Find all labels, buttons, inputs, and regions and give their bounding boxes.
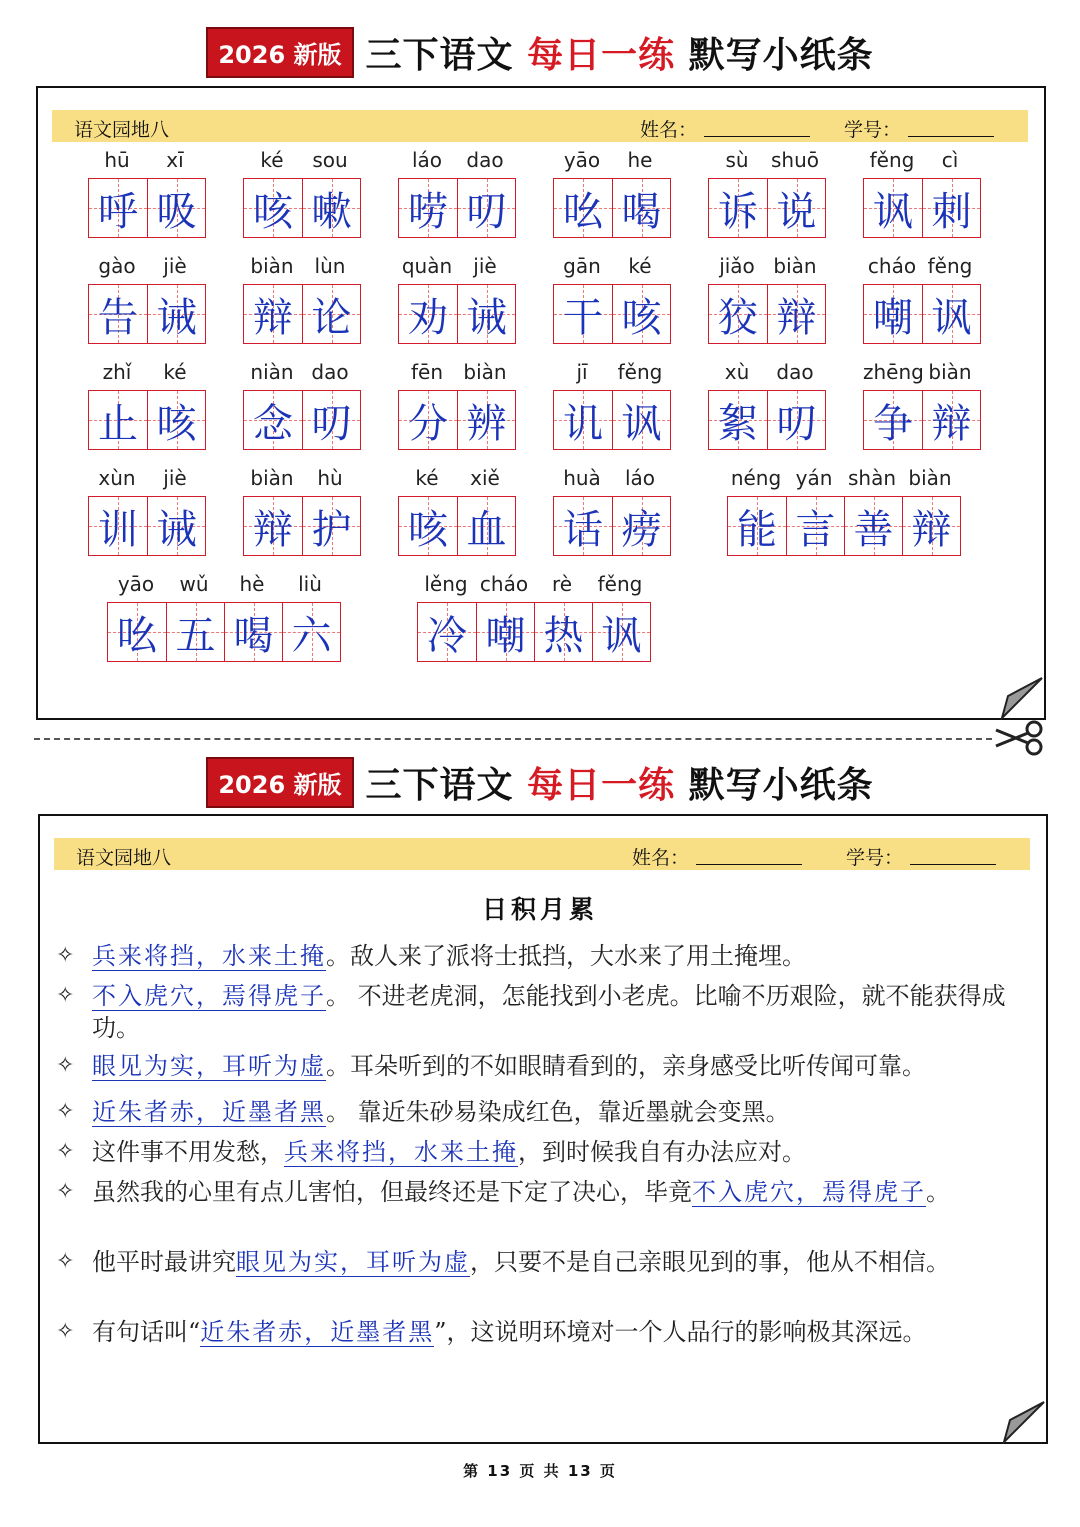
hanzi-char: 咳 xyxy=(621,294,662,341)
page-number: 第 13 页 共 13 页 xyxy=(463,1462,617,1480)
pinyin-label: biàn xyxy=(928,360,972,384)
tianzige-cell xyxy=(457,497,515,555)
page-curl-icon xyxy=(996,676,1046,720)
pinyin-label: xùn xyxy=(98,466,136,490)
pinyin-label: ké xyxy=(628,254,652,278)
pinyin-label: fěng xyxy=(597,572,643,596)
hanzi-char: 诫 xyxy=(156,506,197,553)
hanzi-char: 叨 xyxy=(311,400,352,447)
hanzi-char: 说 xyxy=(776,188,817,235)
idiom-item xyxy=(56,1136,1034,1168)
idiom-item xyxy=(56,1176,1034,1208)
pinyin-label: biàn xyxy=(250,254,294,278)
hanzi-char: 讽 xyxy=(931,294,972,341)
idiom-post-text: ，到时候我自有办法应对。 xyxy=(518,1138,806,1166)
hanzi-char: 狡 xyxy=(718,294,758,341)
info-bar-2 xyxy=(54,838,1030,870)
tianzige-box xyxy=(708,284,826,344)
tianzige-cell xyxy=(282,603,340,661)
hanzi-char: 嘲 xyxy=(873,294,913,341)
pinyin-label: niàn xyxy=(250,360,294,384)
tianzige-box xyxy=(708,178,826,238)
hanzi-char: 热 xyxy=(543,612,584,659)
pinyin-label: wǔ xyxy=(179,572,209,596)
cut-line xyxy=(34,738,992,740)
hanzi-char: 善 xyxy=(853,506,894,553)
pinyin-label: dao xyxy=(776,360,814,384)
idiom-answer: 眼见为实，耳听为虚 xyxy=(92,1052,326,1080)
id-label-2: 学号： xyxy=(846,847,904,869)
tianzige-cell xyxy=(922,285,980,343)
hanzi-char: 辩 xyxy=(911,506,952,553)
idiom-post-text: 。敌人来了派将士抵挡，大水来了用土掩埋。 xyxy=(326,942,806,970)
tianzige-cell xyxy=(89,179,147,237)
tianzige-box xyxy=(398,496,516,556)
hanzi-char: 吆 xyxy=(563,188,603,235)
hanzi-char: 冷 xyxy=(427,612,467,659)
hanzi-char: 分 xyxy=(408,400,448,447)
tianzige-cell xyxy=(244,391,302,449)
pinyin-label: huà xyxy=(563,466,601,490)
hanzi-char: 能 xyxy=(737,506,777,553)
tianzige-cell xyxy=(302,497,360,555)
tianzige-cell xyxy=(554,285,612,343)
idiom-text xyxy=(92,1136,1034,1168)
tianzige-box xyxy=(863,390,981,450)
pinyin-label: jiè xyxy=(163,466,187,490)
idiom-item xyxy=(56,1096,1034,1128)
hanzi-char: 辩 xyxy=(776,294,817,341)
tianzige-cell xyxy=(399,497,457,555)
diamond-bullet-icon: ✧ xyxy=(56,1249,75,1274)
pinyin-label: cì xyxy=(941,148,959,172)
idiom-post-text: 。 xyxy=(926,1178,950,1206)
hanzi-char: 唠 xyxy=(408,188,448,235)
tianzige-cell xyxy=(786,497,844,555)
tianzige-box xyxy=(88,178,206,238)
pinyin-label: jiǎo xyxy=(719,254,755,278)
tianzige-cell xyxy=(709,179,767,237)
tianzige-cell xyxy=(922,179,980,237)
pinyin-label: sou xyxy=(312,148,348,172)
idiom-text xyxy=(92,1050,1034,1082)
diamond-bullet-icon: ✧ xyxy=(56,1139,75,1164)
idiom-item xyxy=(56,980,1034,1044)
pinyin-label: dao xyxy=(311,360,349,384)
hanzi-char: 六 xyxy=(291,612,332,659)
pinyin-label: yāo xyxy=(117,572,155,596)
pinyin-label: quàn xyxy=(401,254,453,278)
pinyin-label: jiè xyxy=(163,254,187,278)
diamond-bullet-icon: ✧ xyxy=(56,1099,75,1124)
hanzi-char: 训 xyxy=(98,506,138,553)
hanzi-char: 吸 xyxy=(156,188,197,235)
idiom-answer: 兵来将挡，水来土掩 xyxy=(284,1138,518,1166)
pinyin-label: láo xyxy=(411,148,443,172)
pinyin-label: ké xyxy=(260,148,284,172)
hanzi-char: 五 xyxy=(175,612,216,659)
hanzi-char: 护 xyxy=(311,506,352,553)
pinyin-label: láo xyxy=(624,466,656,490)
tianzige-box xyxy=(243,284,361,344)
idiom-post-text: ，只要不是自己亲眼见到的事，他从不相信。 xyxy=(470,1248,950,1276)
pinyin-label: he xyxy=(627,148,653,172)
tianzige-cell xyxy=(728,497,786,555)
pinyin-label: cháo xyxy=(479,572,529,596)
idiom-text xyxy=(92,1176,1034,1208)
id-field-2[interactable] xyxy=(910,864,996,865)
name-label: 姓名： xyxy=(640,119,698,141)
tianzige-cell xyxy=(767,285,825,343)
name-field-2[interactable] xyxy=(696,864,802,865)
tianzige-cell xyxy=(244,497,302,555)
pinyin-label: néng xyxy=(730,466,782,490)
hanzi-char: 念 xyxy=(253,400,293,447)
hanzi-char: 咳 xyxy=(408,506,448,553)
pinyin-label: biàn xyxy=(250,466,294,490)
pinyin-label: yāo xyxy=(563,148,601,172)
pinyin-label: shuō xyxy=(770,148,819,172)
tianzige-cell xyxy=(418,603,476,661)
tianzige-cell xyxy=(612,179,670,237)
idiom-item xyxy=(56,1316,1034,1348)
idiom-text xyxy=(92,1316,1034,1348)
tianzige-box xyxy=(243,390,361,450)
idiom-text xyxy=(92,1246,1034,1278)
edition-badge-2: 2026 新版 xyxy=(206,757,353,808)
diamond-bullet-icon: ✧ xyxy=(56,1179,75,1204)
diamond-bullet-icon: ✧ xyxy=(56,943,75,968)
diamond-bullet-icon: ✧ xyxy=(56,983,75,1008)
diamond-bullet-icon: ✧ xyxy=(56,1319,75,1344)
idiom-pre-text: 有句话叫“ xyxy=(92,1318,201,1346)
tianzige-box xyxy=(398,284,516,344)
hanzi-char: 嘲 xyxy=(485,612,526,659)
tianzige-cell xyxy=(922,391,980,449)
tianzige-cell xyxy=(89,285,147,343)
tianzige-cell xyxy=(302,391,360,449)
pinyin-label: zhēng xyxy=(863,360,924,384)
pinyin-label: jiè xyxy=(473,254,497,278)
tianzige-cell xyxy=(902,497,960,555)
idiom-item xyxy=(56,1246,1034,1278)
tianzige-cell xyxy=(844,497,902,555)
hanzi-char: 止 xyxy=(98,400,138,447)
idiom-answer: 不入虎穴，焉得虎子 xyxy=(692,1178,926,1206)
pinyin-label: gān xyxy=(563,254,601,278)
page-title: 三下语文 每日一练 默写小纸条 xyxy=(365,34,874,76)
idiom-text xyxy=(92,1096,1034,1128)
hanzi-char: 痨 xyxy=(621,506,662,553)
tianzige-cell xyxy=(457,391,515,449)
pinyin-label: zhǐ xyxy=(102,360,132,384)
title-banner-bottom xyxy=(0,754,1080,810)
pinyin-label: lùn xyxy=(314,254,346,278)
tianzige-cell xyxy=(709,391,767,449)
tianzige-cell xyxy=(147,497,205,555)
info-bar-1 xyxy=(52,110,1028,142)
hanzi-char: 讽 xyxy=(601,612,642,659)
tianzige-box xyxy=(553,178,671,238)
pinyin-label: xù xyxy=(724,360,750,384)
hanzi-char: 叨 xyxy=(776,400,817,447)
tianzige-cell xyxy=(89,497,147,555)
scissors-icon xyxy=(990,718,1050,758)
tianzige-cell xyxy=(554,179,612,237)
tianzige-box xyxy=(88,496,206,556)
subtitle: 日积月累 xyxy=(481,895,598,924)
section-label: 语文园地八 xyxy=(74,119,170,141)
hanzi-char: 辩 xyxy=(253,506,293,553)
tianzige-cell xyxy=(457,285,515,343)
hanzi-char: 呼 xyxy=(98,188,138,235)
tianzige-cell xyxy=(767,391,825,449)
name-label-2: 姓名： xyxy=(632,847,690,869)
hanzi-char: 诉 xyxy=(718,188,758,235)
tianzige-cell xyxy=(612,497,670,555)
hanzi-char: 咳 xyxy=(253,188,293,235)
pinyin-label: yán xyxy=(795,466,833,490)
hanzi-char: 论 xyxy=(311,294,352,341)
pinyin-label: gào xyxy=(98,254,136,278)
tianzige-cell xyxy=(864,285,922,343)
hanzi-char: 干 xyxy=(563,294,603,341)
tianzige-box xyxy=(727,496,961,556)
hanzi-char: 讥 xyxy=(563,400,603,447)
hanzi-char: 辩 xyxy=(253,294,293,341)
tianzige-cell xyxy=(767,179,825,237)
tianzige-box xyxy=(863,284,981,344)
hanzi-char: 血 xyxy=(466,506,507,553)
section-label-2: 语文园地八 xyxy=(76,847,172,869)
idiom-text xyxy=(92,940,1034,972)
hanzi-char: 言 xyxy=(795,506,836,553)
hanzi-char: 诫 xyxy=(466,294,507,341)
pinyin-label: biàn xyxy=(773,254,817,278)
tianzige-box xyxy=(107,602,341,662)
idiom-post-text: 。耳朵听到的不如眼睛看到的，亲身感受比听传闻可靠。 xyxy=(326,1052,926,1080)
pinyin-label: dao xyxy=(466,148,504,172)
name-field[interactable] xyxy=(704,136,810,137)
tianzige-box xyxy=(553,496,671,556)
title-banner-top xyxy=(0,24,1080,80)
tianzige-box xyxy=(88,390,206,450)
pinyin-label: rè xyxy=(551,572,573,596)
tianzige-cell xyxy=(476,603,534,661)
pinyin-label: fěng xyxy=(617,360,663,384)
tianzige-cell xyxy=(612,391,670,449)
pinyin-label: fěng xyxy=(927,254,973,278)
tianzige-cell xyxy=(592,603,650,661)
tianzige-cell xyxy=(864,391,922,449)
pinyin-label: fěng xyxy=(869,148,915,172)
tianzige-cell xyxy=(554,391,612,449)
idiom-item xyxy=(56,1050,1034,1082)
pinyin-label: cháo xyxy=(867,254,917,278)
hanzi-char: 嗽 xyxy=(311,188,352,235)
tianzige-cell xyxy=(108,603,166,661)
tianzige-cell xyxy=(864,179,922,237)
hanzi-char: 话 xyxy=(563,506,603,553)
hanzi-char: 讽 xyxy=(621,400,662,447)
tianzige-cell xyxy=(399,391,457,449)
id-field[interactable] xyxy=(908,136,994,137)
tianzige-box xyxy=(708,390,826,450)
idiom-pre-text: 虽然我的心里有点儿害怕，但最终还是下定了决心，毕竟 xyxy=(92,1178,692,1206)
tianzige-cell xyxy=(709,285,767,343)
tianzige-cell xyxy=(554,497,612,555)
hanzi-char: 辩 xyxy=(931,400,972,447)
tianzige-cell xyxy=(302,285,360,343)
pinyin-label: fēn xyxy=(410,360,444,384)
idiom-answer: 眼见为实，耳听为虚 xyxy=(236,1248,470,1276)
edition-badge: 2026 新版 xyxy=(206,27,353,78)
tianzige-cell xyxy=(244,285,302,343)
hanzi-char: 诫 xyxy=(156,294,197,341)
hanzi-char: 絮 xyxy=(718,400,758,447)
tianzige-cell xyxy=(612,285,670,343)
pinyin-label: hè xyxy=(239,572,265,596)
diamond-bullet-icon: ✧ xyxy=(56,1053,75,1078)
hanzi-char: 辨 xyxy=(466,400,507,447)
tianzige-cell xyxy=(399,285,457,343)
hanzi-char: 劝 xyxy=(408,294,448,341)
pinyin-label: ké xyxy=(163,360,187,384)
tianzige-cell xyxy=(302,179,360,237)
tianzige-box xyxy=(553,390,671,450)
idiom-pre-text: 这件事不用发愁， xyxy=(92,1138,284,1166)
pinyin-label: shàn xyxy=(847,466,897,490)
tianzige-cell xyxy=(147,179,205,237)
idiom-post-text: ”，这说明环境对一个人品行的影响极其深远。 xyxy=(434,1318,927,1346)
tianzige-box xyxy=(398,390,516,450)
idiom-text xyxy=(92,980,1034,1044)
tianzige-cell xyxy=(147,391,205,449)
pinyin-label: hù xyxy=(317,466,343,490)
pinyin-label: xī xyxy=(166,148,184,172)
id-label: 学号： xyxy=(844,119,902,141)
tianzige-cell xyxy=(89,391,147,449)
tianzige-box xyxy=(417,602,651,662)
idiom-post-text: 。 不进老虎洞，怎能找到小老虎。比喻不历艰险，就不能获得成功。 xyxy=(92,982,1006,1042)
pinyin-label: xiě xyxy=(470,466,500,490)
hanzi-char: 吆 xyxy=(117,612,157,659)
page-title-2: 三下语文 每日一练 默写小纸条 xyxy=(365,764,874,806)
pinyin-label: sù xyxy=(725,148,749,172)
pinyin-label: biàn xyxy=(463,360,507,384)
tianzige-cell xyxy=(534,603,592,661)
tianzige-box xyxy=(553,284,671,344)
hanzi-char: 争 xyxy=(873,400,913,447)
tianzige-cell xyxy=(244,179,302,237)
page-curl-icon-2 xyxy=(998,1400,1048,1444)
idiom-post-text: 。 靠近朱砂易染成红色，靠近墨就会变黑。 xyxy=(326,1098,790,1126)
hanzi-char: 刺 xyxy=(931,188,972,235)
idiom-item xyxy=(56,940,1034,972)
tianzige-cell xyxy=(399,179,457,237)
pinyin-label: biàn xyxy=(908,466,952,490)
tianzige-box xyxy=(243,496,361,556)
tianzige-cell xyxy=(147,285,205,343)
pinyin-label: liù xyxy=(298,572,322,596)
tianzige-cell xyxy=(457,179,515,237)
tianzige-cell xyxy=(166,603,224,661)
hanzi-char: 咳 xyxy=(156,400,197,447)
idiom-answer: 兵来将挡，水来土掩 xyxy=(92,942,326,970)
hanzi-char: 叨 xyxy=(466,188,507,235)
hanzi-char: 喝 xyxy=(233,612,274,659)
idiom-pre-text: 他平时最讲究 xyxy=(92,1248,236,1276)
idiom-answer: 近朱者赤，近墨者黑 xyxy=(92,1098,326,1126)
tianzige-box xyxy=(398,178,516,238)
pinyin-label: lěng xyxy=(424,572,468,596)
hanzi-char: 喝 xyxy=(621,188,662,235)
tianzige-box xyxy=(863,178,981,238)
tianzige-cell xyxy=(224,603,282,661)
tianzige-box xyxy=(88,284,206,344)
pinyin-label: jī xyxy=(576,360,588,384)
hanzi-char: 讽 xyxy=(873,188,913,235)
pinyin-label: hū xyxy=(104,148,130,172)
idiom-answer: 不入虎穴，焉得虎子 xyxy=(92,982,326,1010)
idiom-answer: 近朱者赤，近墨者黑 xyxy=(200,1318,435,1346)
pinyin-label: ké xyxy=(415,466,439,490)
hanzi-char: 告 xyxy=(98,294,138,341)
tianzige-box xyxy=(243,178,361,238)
